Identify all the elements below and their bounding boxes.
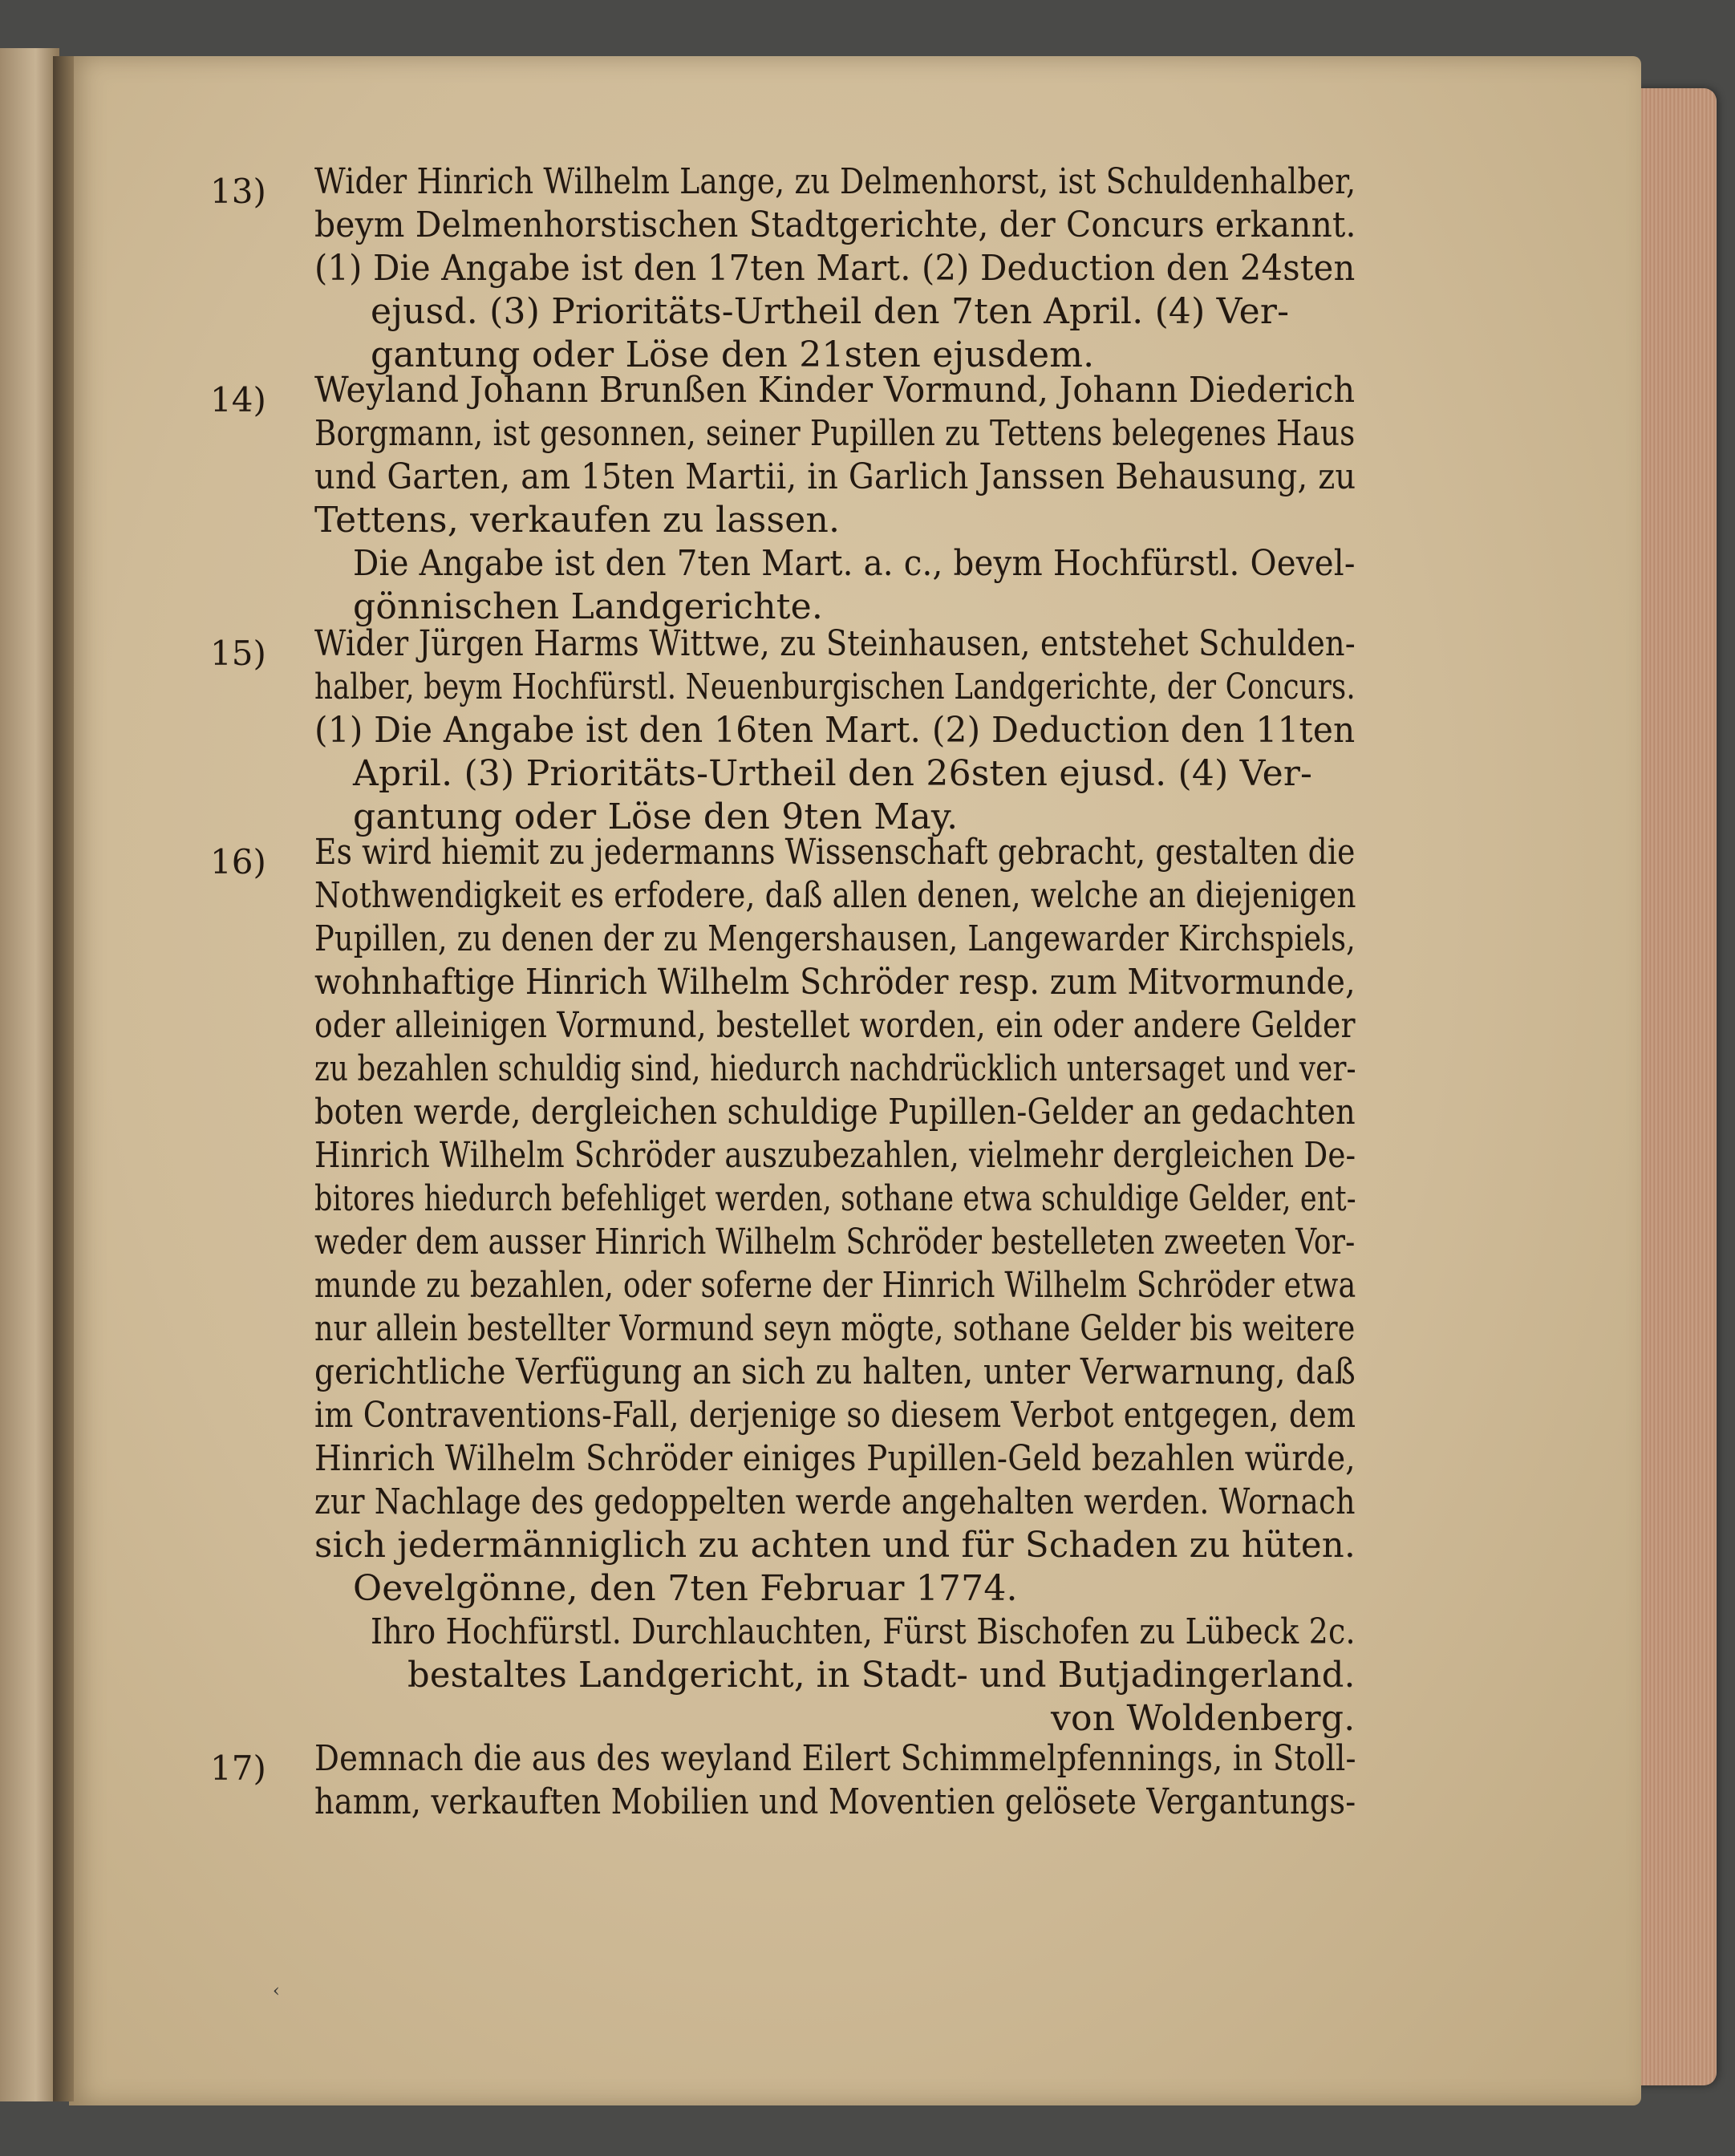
entry-line: gantung oder Löse den 21sten ejusdem. (371, 334, 1095, 375)
entry-line: boten werde, dergleichen schuldige Pupillen-Gelder an gedachten (314, 1092, 1356, 1133)
entry-line: gerichtliche Verfügung an sich zu halten, unter Verwarnung, daß (314, 1352, 1356, 1392)
signature-line: von Woldenberg. (1051, 1698, 1356, 1739)
entry-number: 17) (210, 1749, 266, 1788)
entry-line: gönnischen Landgerichte. (353, 586, 824, 627)
entry-line: zur Nachlage des gedoppelten werde angehalten werden. Wornach (314, 1481, 1356, 1522)
entry-number: 13) (210, 172, 266, 211)
entry-line: (1) Die Angabe ist den 17ten Mart. (2) Deduction den 24sten (314, 248, 1356, 289)
entry-line: Wider Jürgen Harms Wittwe, zu Steinhausen, entstehet Schulden- (314, 623, 1356, 664)
entry-line: April. (3) Prioritäts-Urtheil den 26sten ejusd. (4) Ver- (353, 753, 1313, 794)
entry-line: Wider Hinrich Wilhelm Lange, zu Delmenhorst, ist Schuldenhalber, (314, 161, 1356, 202)
entry-number: 15) (210, 634, 266, 673)
page-mark: ‹ (273, 1981, 280, 2001)
entry-line: zu bezahlen schuldig sind, hiedurch nachdrücklich untersaget und ver- (314, 1048, 1356, 1089)
entry-line: Pupillen, zu denen der zu Mengershausen, Langewarder Kirchspiels, (314, 918, 1356, 959)
entry-line: wohnhaftige Hinrich Wilhelm Schröder resp. zum Mitvormunde, (314, 962, 1356, 1003)
entry-line: halber, beym Hochfürstl. Neuenburgischen Landgerichte, der Concurs. (314, 667, 1356, 707)
entry-line: bitores hiedurch befehliget werden, sothane etwa schuldige Gelder, ent- (314, 1178, 1356, 1219)
entry-line: munde zu bezahlen, oder soferne der Hinrich Wilhelm Schröder etwa (314, 1265, 1356, 1306)
entry-line: Es wird hiemit zu jedermanns Wissenschaft gebracht, gestalten die (314, 832, 1356, 873)
entry-line: weder dem ausser Hinrich Wilhelm Schröder bestelleten zweeten Vor- (314, 1222, 1356, 1262)
entry-line: Demnach die aus des weyland Eilert Schimmelpfennings, in Stoll- (314, 1738, 1356, 1779)
entry-line: nur allein bestellter Vormund seyn mögte, sothane Gelder bis weitere (314, 1308, 1356, 1349)
entry-line: und Garten, am 15ten Martii, in Garlich Janssen Behausung, zu (314, 456, 1356, 497)
entry-number: 14) (210, 380, 266, 419)
entry-line: Hinrich Wilhelm Schröder einiges Pupillen-Geld bezahlen würde, (314, 1438, 1356, 1479)
entry-line: (1) Die Angabe ist den 16ten Mart. (2) Deduction den 11ten (314, 710, 1356, 751)
entry-line: beym Delmenhorstischen Stadtgerichte, der Concurs erkannt. (314, 205, 1356, 245)
date-line: Oevelgönne, den 7ten Februar 1774. (353, 1568, 1018, 1609)
entry-line: gantung oder Löse den 9ten May. (353, 796, 959, 837)
entry-line: Nothwendigkeit es erfodere, daß allen denen, welche an diejenigen (314, 875, 1356, 916)
entry-line: Die Angabe ist den 7ten Mart. a. c., beym Hochfürstl. Oevel- (353, 543, 1356, 584)
entry-line: Weyland Johann Brunßen Kinder Vormund, Johann Diederich (314, 370, 1356, 411)
entry-line: Tettens, verkaufen zu lassen. (314, 500, 841, 541)
entry-line: Hinrich Wilhelm Schröder auszubezahlen, vielmehr dergleichen De- (314, 1135, 1356, 1176)
authority-line: bestaltes Landgericht, in Stadt- und Butjadingerland. (407, 1655, 1356, 1696)
entry-line: im Contraventions-Fall, derjenige so diesem Verbot entgegen, dem (314, 1395, 1356, 1436)
entry-line: oder alleinigen Vormund, bestellet worden, ein oder andere Gelder (314, 1005, 1356, 1046)
entry-number: 16) (210, 842, 266, 881)
authority-line: Ihro Hochfürstl. Durchlauchten, Fürst Bischofen zu Lübeck 2c. (371, 1611, 1356, 1652)
entry-line: sich jedermänniglich zu achten und für Schaden zu hüten. (314, 1525, 1356, 1566)
entry-line: hamm, verkauften Mobilien und Moventien gelösete Vergantungs- (314, 1781, 1356, 1822)
entry-line: ejusd. (3) Prioritäts-Urtheil den 7ten April. (4) Ver- (371, 291, 1290, 332)
entry-line: Borgmann, ist gesonnen, seiner Pupillen zu Tettens belegenes Haus (314, 413, 1356, 454)
